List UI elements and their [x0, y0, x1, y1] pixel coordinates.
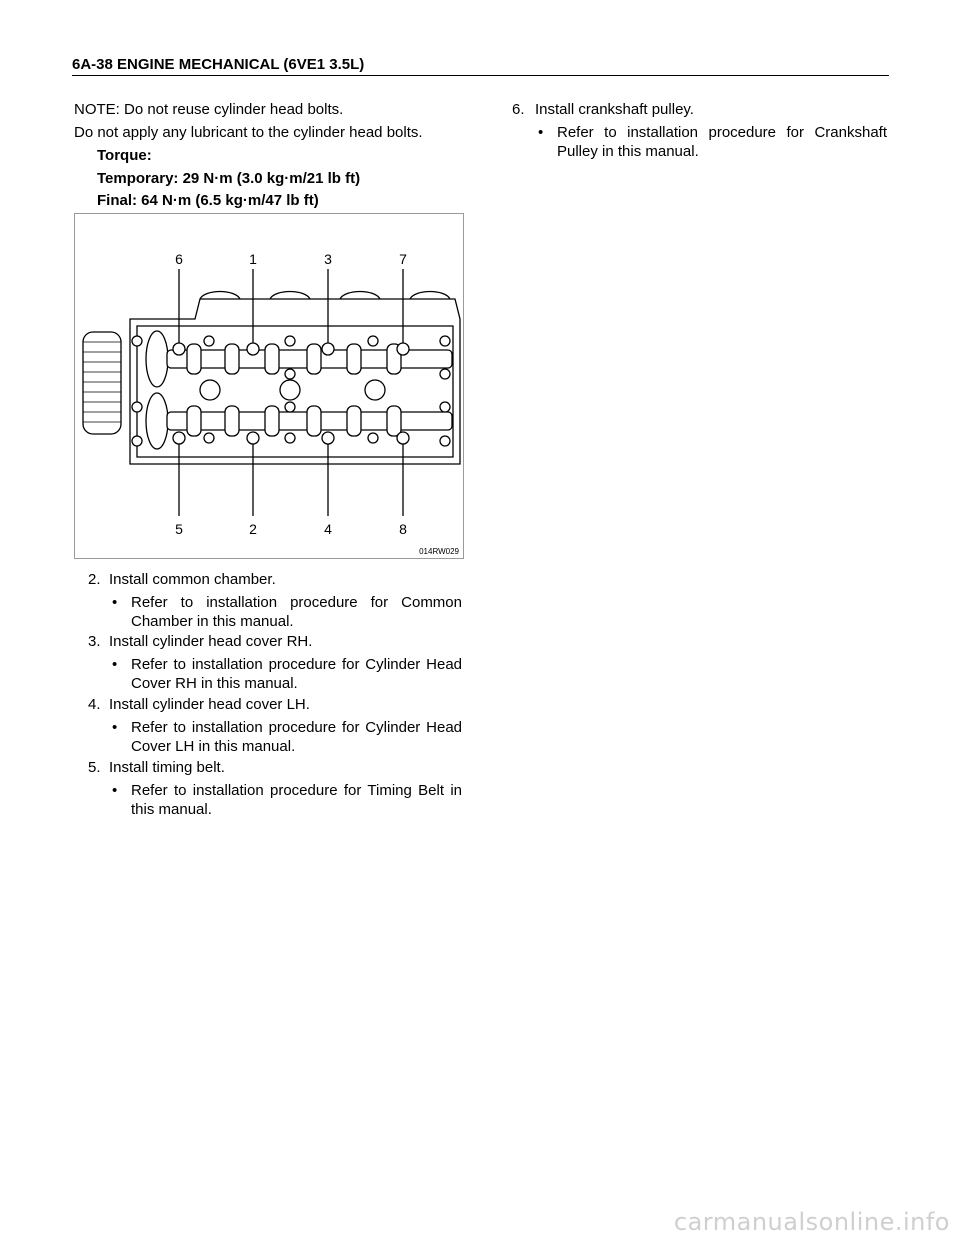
torque-temporary: Temporary: 29 N·m (3.0 kg·m/21 lb ft): [97, 170, 361, 187]
page-header: 6A-38 ENGINE MECHANICAL (6VE1 3.5L): [72, 56, 889, 76]
step-4-number: 4.: [88, 696, 101, 713]
step-2-text: Install common chamber.: [109, 571, 276, 588]
bullet-icon: •: [112, 719, 118, 736]
watermark: carmanualsonline.info: [673, 1208, 950, 1236]
torque-label: Torque:: [97, 147, 152, 164]
figure-caption: 014RW029: [419, 547, 459, 556]
bullet-icon: •: [538, 124, 544, 141]
bolt-label-4: 4: [324, 521, 332, 537]
step-3-bullet: Refer to installation procedure for Cylinder Head Cover RH in this manual.: [131, 656, 462, 692]
step-4-text: Install cylinder head cover LH.: [109, 696, 310, 713]
bolt-label-7: 7: [399, 251, 407, 267]
bolt-label-5: 5: [175, 521, 183, 537]
step-5-text: Install timing belt.: [109, 759, 225, 776]
step-3-text: Install cylinder head cover RH.: [109, 633, 313, 650]
bullet-icon: •: [112, 782, 118, 799]
step-5-bullet: Refer to installation procedure for Timing Belt in this manual.: [131, 782, 462, 818]
bolt-label-1: 1: [249, 251, 257, 267]
step-6-bullet: Refer to installation procedure for Crankshaft Pulley in this manual.: [557, 124, 887, 160]
lubricant-note: Do not apply any lubricant to the cylinder head bolts.: [74, 124, 423, 141]
bullet-icon: •: [112, 656, 118, 673]
torque-final: Final: 64 N·m (6.5 kg·m/47 lb ft): [97, 192, 319, 209]
step-6-text: Install crankshaft pulley.: [535, 101, 694, 118]
cylinder-head-bolt-figure: [74, 213, 464, 559]
bullet-icon: •: [112, 594, 118, 611]
note-text: NOTE: Do not reuse cylinder head bolts.: [74, 101, 344, 118]
step-4-bullet: Refer to installation procedure for Cylinder Head Cover LH in this manual.: [131, 719, 462, 755]
step-6-number: 6.: [512, 101, 525, 118]
bolt-label-8: 8: [399, 521, 407, 537]
step-3-number: 3.: [88, 633, 101, 650]
bolt-label-2: 2: [249, 521, 257, 537]
cylinder-head-diagram: [75, 214, 463, 558]
step-2-bullet: Refer to installation procedure for Common Chamber in this manual.: [131, 594, 462, 630]
bolt-label-3: 3: [324, 251, 332, 267]
step-5-number: 5.: [88, 759, 101, 776]
step-2-number: 2.: [88, 571, 101, 588]
bolt-label-6: 6: [175, 251, 183, 267]
